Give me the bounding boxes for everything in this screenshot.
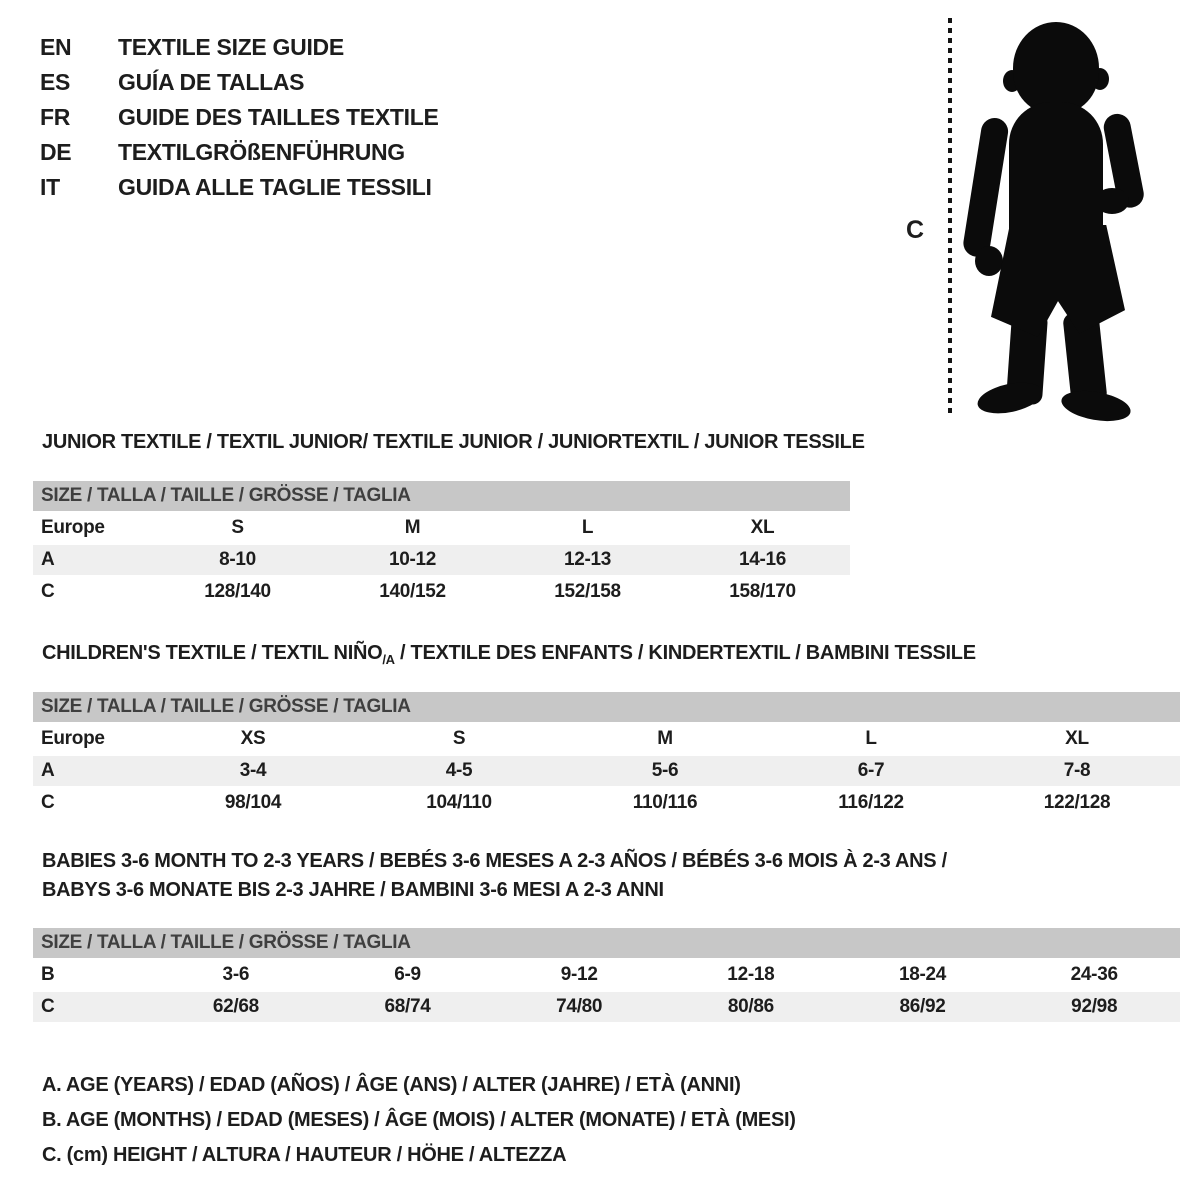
- table-row: [33, 577, 850, 607]
- table-cell: 8-10: [219, 549, 256, 570]
- children-title-sub: /A: [382, 652, 395, 667]
- baby-left-arm-shape: [961, 116, 1010, 259]
- language-row-de: [40, 135, 439, 170]
- language-row-en: [40, 30, 439, 65]
- table-cell: 68/74: [384, 996, 431, 1017]
- table-row: [33, 960, 1180, 990]
- baby-right-foot-shape: [1059, 386, 1133, 426]
- size-header: SIZE / TALLA / TAILLE / GRÖSSE / TAGLIA: [33, 692, 1180, 722]
- table-cell: S: [452, 728, 466, 749]
- row-label: C: [41, 996, 55, 1017]
- size-header: SIZE / TALLA / TAILLE / GRÖSSE / TAGLIA: [33, 928, 1180, 958]
- table-cell: 12-18: [727, 964, 775, 985]
- table-row: [33, 724, 1180, 754]
- babies-title-line2: BABYS 3-6 MONATE BIS 2-3 JAHRE / BAMBINI 3-6 MESI A 2-3 ANNI: [42, 879, 664, 901]
- guide-title-it: GUIDA ALLE TAGLIE TESSILI: [118, 174, 432, 200]
- language-code: IT: [40, 174, 60, 200]
- guide-title-fr: GUIDE DES TAILLES TEXTILE: [118, 104, 439, 130]
- babies-title-line1: BABIES 3-6 MONTH TO 2-3 YEARS / BEBÉS 3-6 MESES A 2-3 AÑOS / BÉBÉS 3-6 MOIS À 2-3 ANS /: [42, 850, 947, 872]
- table-cell: 4-5: [445, 760, 473, 781]
- legend-line-c: C. (cm) HEIGHT / ALTURA / HAUTEUR / HÖHE / ALTEZZA: [42, 1144, 567, 1166]
- children-section-title: [42, 642, 976, 667]
- table-cell: 74/80: [556, 996, 603, 1017]
- table-cell: 86/92: [899, 996, 946, 1017]
- guide-title-es: GUÍA DE TALLAS: [118, 69, 305, 95]
- guide-title-en: TEXTILE SIZE GUIDE: [118, 34, 344, 60]
- table-cell: 3-6: [222, 964, 250, 985]
- baby-left-hand-shape: [975, 246, 1003, 276]
- legend-line-b: B. AGE (MONTHS) / EDAD (MESES) / ÂGE (MOIS) / ALTER (MONATE) / ETÀ (MESI): [42, 1109, 796, 1131]
- table-cell: S: [231, 517, 244, 538]
- language-row-it: [40, 170, 439, 205]
- table-cell: 98/104: [224, 792, 282, 813]
- language-code: DE: [40, 139, 72, 165]
- table-cell: M: [657, 728, 673, 749]
- row-label: A: [41, 760, 55, 781]
- table-cell: L: [865, 728, 877, 749]
- height-measure-label: C: [906, 216, 924, 244]
- table-cell: 5-6: [651, 760, 679, 781]
- row-label: A: [41, 549, 55, 570]
- baby-shorts-shape: [991, 225, 1125, 337]
- table-row: [33, 992, 1180, 1022]
- junior-size-table: [33, 481, 850, 609]
- babies-size-table: [33, 928, 1180, 1024]
- table-row: [33, 788, 1180, 818]
- row-label: C: [41, 581, 55, 602]
- table-cell: 3-4: [239, 760, 267, 781]
- table-cell: XL: [1065, 728, 1089, 749]
- size-header: SIZE / TALLA / TAILLE / GRÖSSE / TAGLIA: [33, 481, 850, 511]
- table-cell: 152/158: [554, 581, 621, 602]
- table-cell: 18-24: [898, 964, 947, 985]
- table-cell: 14-16: [738, 549, 787, 570]
- junior-section-title: JUNIOR TEXTILE / TEXTIL JUNIOR/ TEXTILE JUNIOR / JUNIORTEXTIL / JUNIOR TESSILE: [42, 431, 865, 453]
- baby-head-shape: [1013, 22, 1099, 114]
- children-size-table: [33, 692, 1180, 820]
- table-cell: 10-12: [388, 549, 437, 570]
- row-label: C: [41, 792, 55, 813]
- baby-left-foot-shape: [975, 377, 1045, 418]
- language-code: EN: [40, 34, 72, 60]
- table-cell: 122/128: [1043, 792, 1111, 813]
- table-cell: 7-8: [1063, 760, 1091, 781]
- table-cell: 62/68: [212, 996, 259, 1017]
- row-label: Europe: [41, 728, 105, 749]
- table-cell: 140/152: [379, 581, 446, 602]
- language-code: ES: [40, 69, 71, 95]
- table-cell: 9-12: [560, 964, 598, 985]
- table-cell: XL: [750, 517, 775, 538]
- table-cell: 104/110: [426, 792, 492, 813]
- table-cell: 92/98: [1071, 996, 1118, 1017]
- measurement-legend: [42, 1068, 796, 1173]
- table-cell: XS: [240, 728, 266, 749]
- language-row-fr: [40, 100, 439, 135]
- table-cell: 12-13: [563, 549, 612, 570]
- baby-silhouette: [963, 20, 1143, 420]
- guide-title-de: TEXTILGRÖßENFÜHRUNG: [118, 139, 405, 165]
- table-cell: 6-9: [394, 964, 421, 985]
- table-cell: M: [404, 517, 421, 538]
- table-row: [33, 756, 1180, 786]
- children-title-part: CHILDREN'S TEXTILE / TEXTIL NIÑO: [42, 642, 383, 664]
- height-dashed-line: [948, 18, 952, 418]
- children-title-part: / TEXTILE DES ENFANTS / KINDERTEXTIL / BAMBINI TESSILE: [394, 642, 976, 664]
- table-row: [33, 513, 850, 543]
- language-code: FR: [40, 104, 71, 130]
- language-title-list: [40, 30, 439, 205]
- table-cell: 80/86: [727, 996, 774, 1017]
- language-row-es: [40, 65, 439, 100]
- table-cell: 24-36: [1070, 964, 1118, 985]
- row-label: B: [41, 964, 55, 985]
- babies-section-title: [42, 847, 947, 905]
- table-cell: 128/140: [204, 581, 271, 602]
- legend-line-a: A. AGE (YEARS) / EDAD (AÑOS) / ÂGE (ANS) / ALTER (JAHRE) / ETÀ (ANNI): [42, 1074, 741, 1096]
- table-cell: 158/170: [729, 581, 796, 602]
- table-cell: 6-7: [857, 760, 885, 781]
- table-row: [33, 545, 850, 575]
- table-cell: 116/122: [838, 792, 904, 813]
- table-cell: L: [581, 517, 594, 538]
- table-cell: 110/116: [632, 792, 698, 813]
- row-label: Europe: [41, 517, 105, 538]
